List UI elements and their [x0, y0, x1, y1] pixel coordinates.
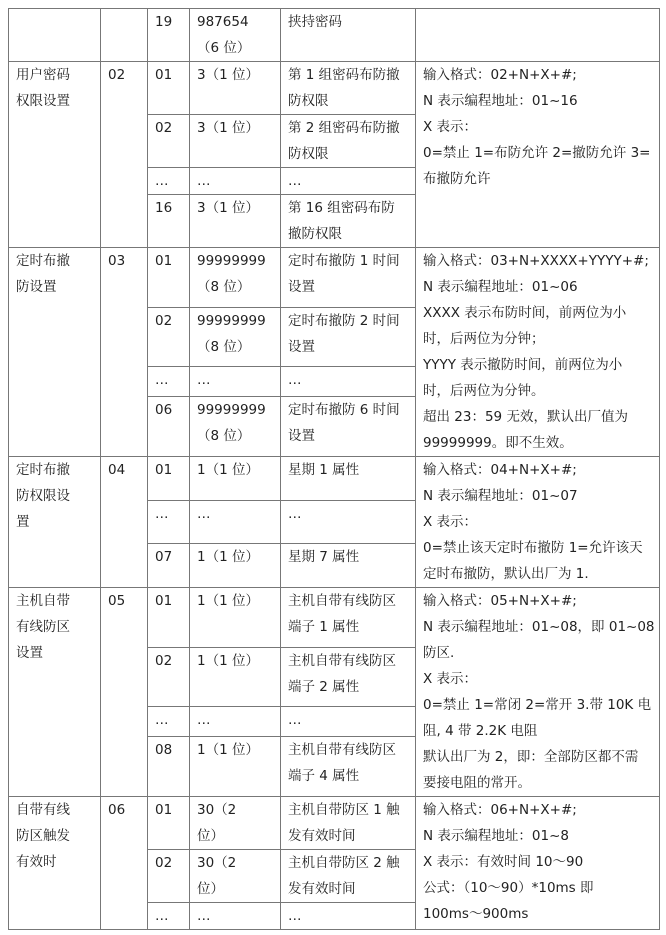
- note-line: 0=禁止该天定时布撤防 1=允许该天: [423, 540, 643, 556]
- address-cell: 07: [148, 544, 190, 588]
- section-name: [9, 9, 101, 62]
- section-name: 主机自带 有线防区 设置: [9, 588, 101, 797]
- default-value-cell: …: [190, 707, 281, 737]
- address-cell: …: [148, 367, 190, 397]
- table-row: [9, 797, 660, 850]
- default-value-cell: …: [190, 168, 281, 195]
- note-line: 防区.: [423, 645, 455, 661]
- address-cell: 01: [148, 457, 190, 501]
- description-cell: 星期 7 属性: [281, 544, 416, 588]
- description-cell: 第 16 组密码布防 撤防权限: [281, 195, 416, 248]
- address-cell: 02: [148, 115, 190, 168]
- section-code: 02: [101, 62, 148, 248]
- address-cell: …: [148, 707, 190, 737]
- table-row: [9, 62, 660, 115]
- description-cell: …: [281, 707, 416, 737]
- note-line: 阻, 4 带 2.2K 电阻: [423, 723, 538, 739]
- address-cell: 19: [148, 9, 190, 62]
- address-cell: 01: [148, 62, 190, 115]
- default-value-cell: …: [190, 903, 281, 930]
- description-cell: 主机自带有线防区 端子 2 属性: [281, 647, 416, 707]
- table-row: [9, 9, 660, 62]
- programming-table: [8, 8, 660, 930]
- address-cell: 01: [148, 248, 190, 308]
- note-cell: [416, 248, 660, 457]
- address-cell: …: [148, 903, 190, 930]
- note-line: N 表示编程地址：01~16: [423, 93, 578, 109]
- default-value-cell: 987654 （6 位）: [190, 9, 281, 62]
- note-line: 超出 23：59 无效，默认出厂值为: [423, 409, 628, 425]
- description-cell: 主机自带有线防区 端子 1 属性: [281, 588, 416, 648]
- note-line: 输入格式：06+N+X+#;: [423, 802, 577, 818]
- description-cell: 定时布撤防 6 时间 设置: [281, 397, 416, 457]
- note-cell: [416, 588, 660, 797]
- default-value-cell: 1（1 位）: [190, 457, 281, 501]
- address-cell: 01: [148, 797, 190, 850]
- note-line: 输入格式：02+N+X+#;: [423, 67, 577, 83]
- description-cell: …: [281, 903, 416, 930]
- address-cell: 16: [148, 195, 190, 248]
- note-line: X 表示：: [423, 119, 478, 135]
- note-line: 0=禁止 1=布防允许 2=撤防允许 3=: [423, 145, 651, 161]
- section-code: 03: [101, 248, 148, 457]
- description-cell: …: [281, 500, 416, 544]
- section-name: 定时布撤 防权限设 置: [9, 457, 101, 588]
- section-name: 定时布撤 防设置: [9, 248, 101, 457]
- default-value-cell: 3（1 位）: [190, 195, 281, 248]
- description-cell: 定时布撤防 2 时间 设置: [281, 307, 416, 367]
- note-line: 时，后两位为分钟；: [423, 331, 545, 347]
- address-cell: 01: [148, 588, 190, 648]
- table-row: [9, 457, 660, 501]
- address-cell: …: [148, 500, 190, 544]
- description-cell: 定时布撤防 1 时间 设置: [281, 248, 416, 308]
- description-cell: 第 2 组密码布防撤 防权限: [281, 115, 416, 168]
- default-value-cell: 3（1 位）: [190, 115, 281, 168]
- description-cell: 挟持密码: [281, 9, 416, 62]
- note-line: N 表示编程地址：01~08，即 01~08: [423, 619, 655, 635]
- note-line: 要接电阻的常开。: [423, 775, 531, 791]
- note-line: 100ms～900ms: [423, 906, 529, 922]
- default-value-cell: 1（1 位）: [190, 737, 281, 797]
- default-value-cell: 1（1 位）: [190, 544, 281, 588]
- note-cell: [416, 457, 660, 588]
- default-value-cell: 1（1 位）: [190, 588, 281, 648]
- note-cell: [416, 797, 660, 930]
- note-line: 布撤防允许: [423, 171, 491, 187]
- note-cell: [416, 9, 660, 62]
- section-name: 用户密码 权限设置: [9, 62, 101, 248]
- note-line: X 表示：: [423, 671, 478, 687]
- note-line: 输入格式：05+N+X+#;: [423, 593, 577, 609]
- address-cell: 02: [148, 850, 190, 903]
- table-row: [9, 588, 660, 648]
- note-line: 0=禁止 1=常闭 2=常开 3.带 10K 电: [423, 697, 652, 713]
- note-line: X 表示：有效时间 10～90: [423, 854, 584, 870]
- section-code: 05: [101, 588, 148, 797]
- default-value-cell: 30（2 位）: [190, 850, 281, 903]
- description-cell: 主机自带防区 2 触 发有效时间: [281, 850, 416, 903]
- note-line: 默认出厂为 2，即：全部防区都不需: [423, 749, 639, 765]
- note-line: X 表示：: [423, 514, 478, 530]
- address-cell: 08: [148, 737, 190, 797]
- note-line: N 表示编程地址：01~07: [423, 488, 578, 504]
- address-cell: 02: [148, 307, 190, 367]
- description-cell: …: [281, 367, 416, 397]
- note-cell: [416, 62, 660, 248]
- note-line: N 表示编程地址：01~06: [423, 279, 578, 295]
- default-value-cell: 30（2 位）: [190, 797, 281, 850]
- default-value-cell: 99999999 （8 位）: [190, 397, 281, 457]
- description-cell: 星期 1 属性: [281, 457, 416, 501]
- note-line: XXXX 表示布防时间，前两位为小: [423, 305, 627, 321]
- default-value-cell: 99999999 （8 位）: [190, 248, 281, 308]
- description-cell: …: [281, 168, 416, 195]
- default-value-cell: 1（1 位）: [190, 647, 281, 707]
- description-cell: 第 1 组密码布防撤 防权限: [281, 62, 416, 115]
- description-cell: 主机自带防区 1 触 发有效时间: [281, 797, 416, 850]
- default-value-cell: …: [190, 500, 281, 544]
- note-line: 时，后两位为分钟。: [423, 383, 545, 399]
- address-cell: …: [148, 168, 190, 195]
- address-cell: 06: [148, 397, 190, 457]
- section-name: 自带有线 防区触发 有效时: [9, 797, 101, 930]
- section-code: 06: [101, 797, 148, 930]
- default-value-cell: 3（1 位）: [190, 62, 281, 115]
- note-line: 输入格式：04+N+X+#;: [423, 462, 577, 478]
- note-line: 输入格式：03+N+XXXX+YYYY+#;: [423, 253, 649, 269]
- note-line: 99999999。即不生效。: [423, 435, 573, 451]
- section-code: [101, 9, 148, 62]
- table-row: [9, 248, 660, 308]
- default-value-cell: …: [190, 367, 281, 397]
- description-cell: 主机自带有线防区 端子 4 属性: [281, 737, 416, 797]
- note-line: 定时布撤防，默认出厂为 1.: [423, 566, 589, 582]
- section-code: 04: [101, 457, 148, 588]
- note-line: N 表示编程地址：01~8: [423, 828, 569, 844]
- note-line: YYYY 表示撤防时间，前两位为小: [423, 357, 623, 373]
- note-line: 公式：（10～90）*10ms 即: [423, 880, 594, 896]
- default-value-cell: 99999999 （8 位）: [190, 307, 281, 367]
- address-cell: 02: [148, 647, 190, 707]
